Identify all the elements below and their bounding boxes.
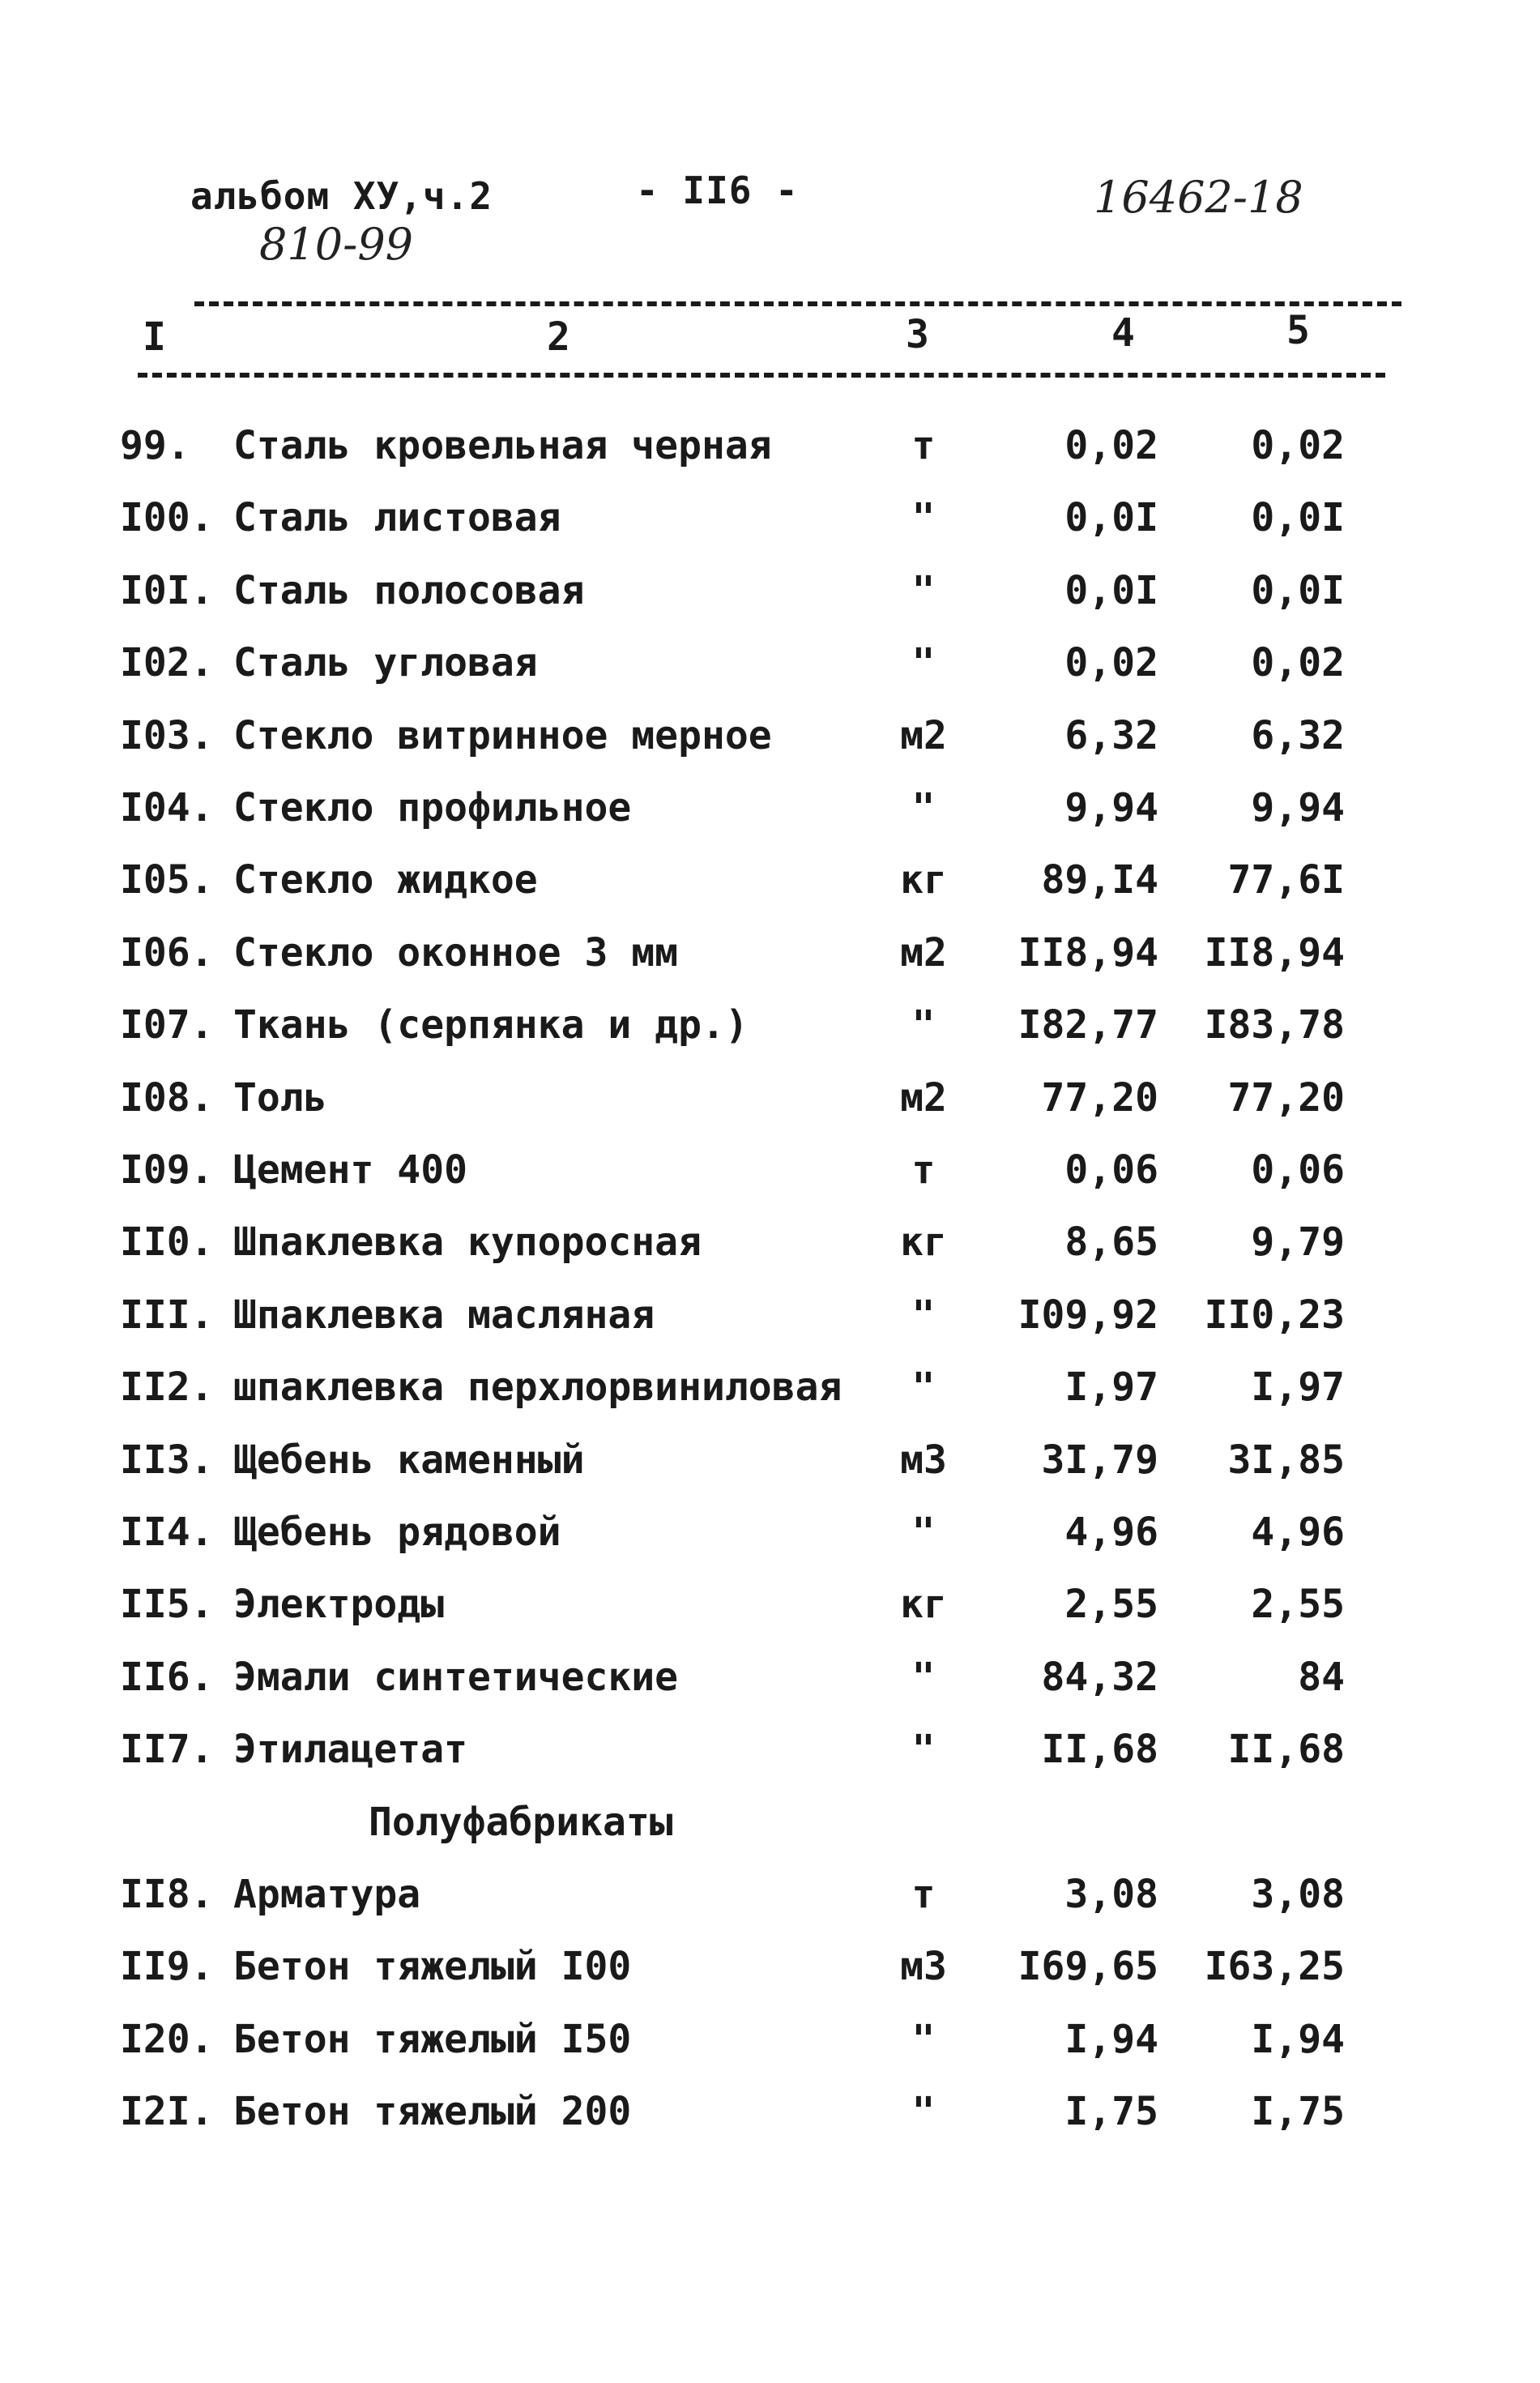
doc-code: 16462-18	[1094, 172, 1303, 223]
item-value-col5: II,68	[1227, 1727, 1345, 1773]
table-header-rule	[138, 373, 1385, 378]
col-header-3: 3	[906, 312, 929, 357]
table-row	[0, 558, 1540, 623]
item-unit: "	[911, 1727, 936, 1773]
item-value-col5: I,97	[1251, 1364, 1345, 1411]
item-number: II0.	[120, 1219, 214, 1266]
table-row	[0, 1283, 1540, 1347]
item-unit: "	[911, 1510, 936, 1555]
item-name: Стекло профильное	[233, 785, 632, 831]
item-number: II5.	[120, 1582, 214, 1628]
item-value-col5: I,75	[1251, 2089, 1345, 2135]
table-row	[0, 1066, 1540, 1130]
table-row	[0, 1572, 1540, 1637]
item-value-col5: I63,25	[1204, 1944, 1345, 1990]
item-unit: "	[911, 567, 936, 613]
item-unit: кг	[900, 1582, 947, 1628]
table-row	[0, 485, 1540, 550]
item-unit: м2	[900, 1074, 947, 1121]
item-value-col4: II,68	[1041, 1727, 1158, 1773]
item-number: I00.	[120, 495, 214, 541]
item-value-col4: 9,94	[1064, 785, 1158, 831]
item-value-col4: 3I,79	[1041, 1437, 1158, 1483]
table-top-rule	[194, 301, 1401, 306]
item-unit: м3	[900, 1437, 947, 1483]
item-name: Толь	[233, 1074, 327, 1121]
item-unit: кг	[900, 857, 947, 903]
item-number: II4.	[120, 1510, 214, 1555]
item-number: I20.	[120, 2016, 214, 2062]
item-name: Бетон тяжелый I50	[233, 2016, 632, 2062]
item-name: Бетон тяжелый 200	[233, 2089, 632, 2135]
item-number: I03.	[120, 712, 214, 758]
table-row	[0, 920, 1540, 985]
item-value-col5: 3,08	[1251, 1872, 1345, 1917]
item-value-col4: I,97	[1064, 1364, 1158, 1411]
item-value-col4: 0,02	[1064, 640, 1158, 686]
item-unit: м3	[900, 1944, 947, 1990]
item-unit: "	[911, 2016, 936, 2062]
item-value-col4: II8,94	[1017, 929, 1158, 976]
item-name: Шпаклевка купоросная	[233, 1219, 702, 1266]
item-value-col5: 9,94	[1251, 785, 1345, 831]
table-row	[0, 1355, 1540, 1420]
item-unit: т	[911, 1872, 936, 1917]
item-name: шпаклевка перхлорвиниловая	[233, 1364, 843, 1411]
item-unit: т	[911, 423, 936, 468]
item-unit: "	[911, 1654, 936, 1700]
item-value-col4: I,75	[1064, 2089, 1158, 2135]
item-value-col4: 84,32	[1041, 1654, 1158, 1700]
item-value-col5: 3I,85	[1227, 1437, 1345, 1483]
table-row	[0, 630, 1540, 695]
col-header-4: 4	[1111, 310, 1135, 356]
item-name: Сталь кровельная черная	[233, 423, 772, 468]
item-value-col5: I83,78	[1204, 1002, 1345, 1048]
handwritten-note: 810-99	[259, 219, 414, 270]
item-unit: "	[911, 1364, 936, 1411]
item-number: II7.	[120, 1727, 214, 1773]
item-value-col4: 6,32	[1064, 712, 1158, 758]
item-value-col5: 0,0I	[1251, 567, 1345, 613]
item-name: Щебень каменный	[233, 1437, 585, 1483]
item-value-col5: 4,96	[1251, 1510, 1345, 1555]
item-number: I0I.	[120, 567, 214, 613]
table-row	[0, 1500, 1540, 1565]
item-name: Стекло витринное мерное	[233, 712, 772, 758]
item-value-col5: 0,02	[1251, 423, 1345, 468]
table-row	[0, 413, 1540, 478]
col-header-5: 5	[1286, 308, 1310, 353]
item-name: Цемент 400	[233, 1147, 467, 1193]
item-number: I05.	[120, 857, 214, 903]
item-value-col4: I82,77	[1017, 1002, 1158, 1048]
album-label: альбом ХУ,ч.2	[190, 174, 493, 218]
item-value-col4: 0,02	[1064, 423, 1158, 468]
item-name: Арматура	[233, 1872, 421, 1917]
table-row	[0, 993, 1540, 1057]
col-header-1: I	[143, 314, 166, 360]
item-value-col5: I,94	[1251, 2016, 1345, 2062]
table-row	[0, 1717, 1540, 1782]
item-value-col5: II8,94	[1204, 929, 1345, 976]
item-value-col4: 3,08	[1064, 1872, 1158, 1917]
item-unit: "	[911, 1002, 936, 1048]
item-value-col4: I69,65	[1017, 1944, 1158, 1990]
item-value-col5: 0,0I	[1251, 495, 1345, 541]
item-number: II6.	[120, 1654, 214, 1700]
item-value-col4: 2,55	[1064, 1582, 1158, 1628]
item-unit: "	[911, 2089, 936, 2135]
item-unit: "	[911, 495, 936, 541]
table-row	[0, 1645, 1540, 1710]
item-number: I2I.	[120, 2089, 214, 2135]
table-row	[0, 2079, 1540, 2144]
item-name: Эмали синтетические	[233, 1654, 679, 1700]
table-row	[0, 2007, 1540, 2072]
item-number: II3.	[120, 1437, 214, 1483]
item-value-col4: 4,96	[1064, 1510, 1158, 1555]
item-unit: "	[911, 1292, 936, 1338]
item-value-col5: 9,79	[1251, 1219, 1345, 1266]
item-number: I06.	[120, 929, 214, 976]
item-value-col4: 0,0I	[1064, 567, 1158, 613]
item-number: I04.	[120, 785, 214, 831]
item-number: I09.	[120, 1147, 214, 1193]
item-name: Сталь листовая	[233, 495, 561, 541]
item-name: Щебень рядовой	[233, 1510, 561, 1555]
item-number: I07.	[120, 1002, 214, 1048]
item-value-col5: 2,55	[1251, 1582, 1345, 1628]
item-name: Бетон тяжелый I00	[233, 1944, 632, 1990]
table-row	[0, 1428, 1540, 1493]
item-value-col4: I,94	[1064, 2016, 1158, 2062]
item-number: II9.	[120, 1944, 214, 1990]
table-row	[0, 1862, 1540, 1927]
item-unit: т	[911, 1147, 936, 1193]
table-row	[0, 775, 1540, 840]
item-value-col5: 0,02	[1251, 640, 1345, 686]
item-name: Стекло оконное 3 мм	[233, 929, 679, 976]
item-name: Электроды	[233, 1582, 445, 1628]
item-value-col5: 77,6I	[1227, 857, 1345, 903]
item-value-col5: 84	[1298, 1654, 1345, 1700]
item-value-col4: 89,I4	[1041, 857, 1158, 903]
item-value-col5: 6,32	[1251, 712, 1345, 758]
item-number: I02.	[120, 640, 214, 686]
item-unit: "	[911, 785, 936, 831]
item-number: III.	[120, 1292, 214, 1338]
item-value-col4: 0,06	[1064, 1147, 1158, 1193]
item-unit: кг	[900, 1219, 947, 1266]
item-number: II2.	[120, 1364, 214, 1411]
item-name: Ткань (серпянка и др.)	[233, 1002, 749, 1048]
item-name: Сталь полосовая	[233, 567, 585, 613]
item-number: II8.	[120, 1872, 214, 1917]
page-number: - II6 -	[636, 169, 799, 212]
item-number: 99.	[120, 423, 190, 468]
table-row	[0, 1210, 1540, 1275]
item-name: Стекло жидкое	[233, 857, 538, 903]
item-value-col4: 8,65	[1064, 1219, 1158, 1266]
item-value-col4: I09,92	[1017, 1292, 1158, 1338]
table-row	[0, 1138, 1540, 1202]
item-value-col5: 77,20	[1227, 1074, 1345, 1121]
item-name: Шпаклевка масляная	[233, 1292, 655, 1338]
item-unit: "	[911, 640, 936, 686]
item-unit: м2	[900, 929, 947, 976]
item-number: I08.	[120, 1074, 214, 1121]
item-name: Этилацетат	[233, 1727, 467, 1773]
table-row	[0, 1934, 1540, 1999]
table-row	[0, 703, 1540, 768]
item-unit: м2	[900, 712, 947, 758]
section-title: Полуфабрикаты	[369, 1799, 673, 1845]
item-value-col5: II0,23	[1204, 1292, 1345, 1338]
table-row	[0, 848, 1540, 912]
item-name: Сталь угловая	[233, 640, 538, 686]
item-value-col4: 0,0I	[1064, 495, 1158, 541]
col-header-2: 2	[547, 314, 570, 360]
item-value-col5: 0,06	[1251, 1147, 1345, 1193]
item-value-col4: 77,20	[1041, 1074, 1158, 1121]
